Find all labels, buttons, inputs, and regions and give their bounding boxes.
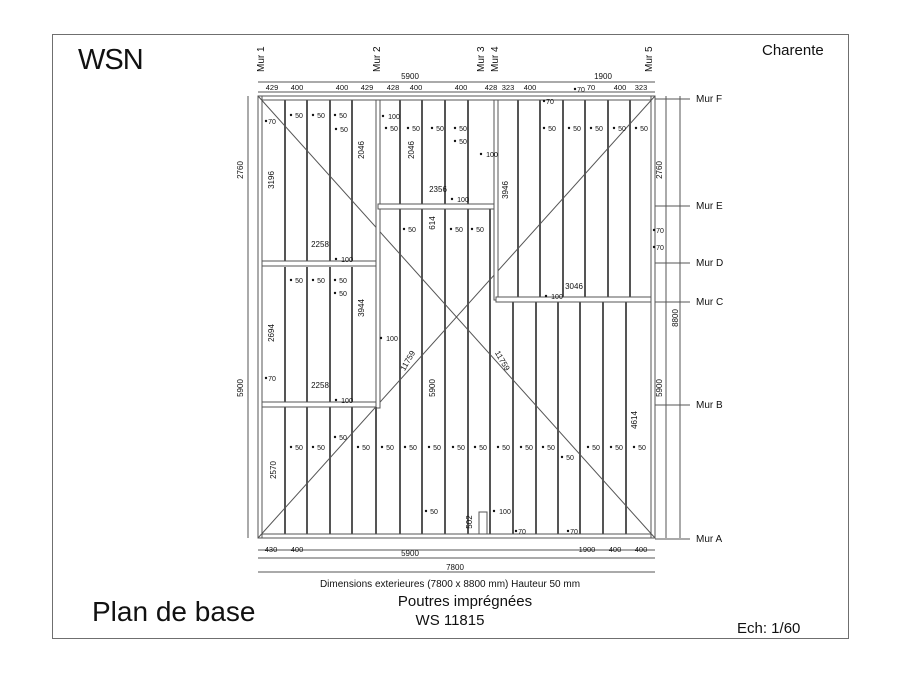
spacer-marker xyxy=(290,279,292,281)
spacer-label: 70 xyxy=(656,245,664,252)
region-label: Charente xyxy=(762,42,824,59)
spacer-label: 50 xyxy=(317,445,325,452)
dim-label-spacing: 429 xyxy=(265,83,279,92)
spacer-marker xyxy=(382,115,384,117)
wall-label-top: Mur 2 xyxy=(372,46,383,72)
spacer-marker xyxy=(574,88,576,90)
length-label: 2258 xyxy=(311,240,329,249)
spacer-marker xyxy=(452,446,454,448)
spacer-label: 50 xyxy=(386,445,394,452)
length-label: 2694 xyxy=(267,324,276,342)
dim-label-spacing: 428 xyxy=(484,83,498,92)
dim-label-spacing: 400 xyxy=(613,83,627,92)
cross-beam xyxy=(262,261,378,266)
spacer-marker xyxy=(334,114,336,116)
dim-label-top: 1900 xyxy=(594,72,612,81)
spacer-label: 50 xyxy=(295,278,303,285)
dim-label-spacing: 323 xyxy=(501,83,515,92)
spacer-label: 70 xyxy=(577,87,585,94)
spacer-marker xyxy=(590,127,592,129)
dim-label-spacing: 429 xyxy=(360,83,374,92)
spacer-marker xyxy=(357,446,359,448)
spacer-label: 50 xyxy=(339,113,347,120)
wall-label-top: Mur 5 xyxy=(644,46,655,72)
spacer-label: 50 xyxy=(548,126,556,133)
spacer-marker xyxy=(633,446,635,448)
spacer-marker xyxy=(568,127,570,129)
length-label: 11759 xyxy=(398,349,418,373)
dim-label-bottom: 7800 xyxy=(446,563,464,572)
dim-label-spacing: 400 xyxy=(454,83,468,92)
spacer-marker xyxy=(454,140,456,142)
wall-label-right: Mur F xyxy=(696,94,723,105)
spacer-marker xyxy=(567,530,569,532)
spacer-label: 70 xyxy=(546,99,554,106)
spacer-marker xyxy=(542,446,544,448)
spacer-marker xyxy=(653,229,655,231)
dimensions-note: Dimensions exterieures (7800 x 8800 mm) Hauteur 50 mm xyxy=(319,579,581,590)
spacer-label: 50 xyxy=(390,126,398,133)
spacer-marker xyxy=(334,436,336,438)
spacer-label: 50 xyxy=(433,445,441,452)
spacer-label: 100 xyxy=(499,509,511,516)
spacer-label: 50 xyxy=(595,126,603,133)
spacer-label: 100 xyxy=(386,336,398,343)
dim-label-bottom: 400 xyxy=(608,545,622,554)
spacer-marker xyxy=(404,446,406,448)
spacer-marker xyxy=(381,446,383,448)
wall-label-top: Mur 3 xyxy=(476,46,487,72)
rim-beam-left xyxy=(258,96,262,538)
spacer-label: 50 xyxy=(339,291,347,298)
cross-beam xyxy=(262,402,378,407)
dim-label-spacing: 70 xyxy=(586,83,596,92)
dim-label-spacing: 400 xyxy=(290,83,304,92)
trimmer xyxy=(479,512,487,534)
spacer-marker xyxy=(312,279,314,281)
spacer-label: 50 xyxy=(412,126,420,133)
spacer-marker xyxy=(335,128,337,130)
spacer-label: 50 xyxy=(317,113,325,120)
spacer-marker xyxy=(587,446,589,448)
wall-label-right: Mur B xyxy=(696,400,723,411)
spacer-marker xyxy=(335,258,337,260)
dim-label-bottom: 1900 xyxy=(578,545,596,554)
length-label: 2570 xyxy=(269,461,278,479)
dim-label-bottom: 430 xyxy=(264,545,278,554)
dim-label-spacing: 400 xyxy=(409,83,423,92)
spacer-marker xyxy=(480,153,482,155)
spacer-marker xyxy=(265,120,267,122)
dim-label-right: 2760 xyxy=(655,161,664,179)
brand-logo: WSN xyxy=(78,44,143,76)
reference-number: WS 11815 xyxy=(415,612,485,629)
length-label: 2046 xyxy=(407,141,416,159)
dim-label-bottom: 5900 xyxy=(401,549,419,558)
length-label: 2258 xyxy=(311,381,329,390)
spacer-label: 70 xyxy=(268,376,276,383)
spacer-label: 100 xyxy=(551,294,563,301)
spacer-label: 50 xyxy=(547,445,555,452)
dim-label-left: 2760 xyxy=(236,161,245,179)
spacer-marker xyxy=(653,246,655,248)
spacer-marker xyxy=(545,295,547,297)
length-label: 502 xyxy=(465,515,474,529)
spacer-label: 100 xyxy=(341,398,353,405)
wall-label-right: Mur A xyxy=(696,534,723,545)
spacer-marker xyxy=(312,446,314,448)
spacer-marker xyxy=(493,510,495,512)
scale-label: Ech: 1/60 xyxy=(737,620,801,637)
dim-label-spacing: 400 xyxy=(335,83,349,92)
spacer-marker xyxy=(290,446,292,448)
spacer-label: 50 xyxy=(317,278,325,285)
spacer-label: 100 xyxy=(388,114,400,121)
spacer-label: 50 xyxy=(615,445,623,452)
spacer-label: 50 xyxy=(640,126,648,133)
spacer-label: 50 xyxy=(502,445,510,452)
spacer-marker xyxy=(334,279,336,281)
spacer-marker xyxy=(403,228,405,230)
spacer-marker xyxy=(474,446,476,448)
spacer-label: 50 xyxy=(339,278,347,285)
dim-label-top: 5900 xyxy=(401,72,419,81)
spacer-label: 50 xyxy=(295,445,303,452)
spacer-marker xyxy=(425,510,427,512)
spacer-marker xyxy=(520,446,522,448)
frame-layer xyxy=(248,82,690,572)
spacer-label: 50 xyxy=(340,127,348,134)
dim-label-right: 8800 xyxy=(671,309,680,327)
wall-label-top: Mur 1 xyxy=(256,46,267,72)
length-label: 614 xyxy=(428,216,437,230)
plan-title: Plan de base xyxy=(92,596,256,627)
wall-label-right: Mur C xyxy=(696,297,724,308)
length-label: 2046 xyxy=(357,141,366,159)
spacer-marker xyxy=(380,337,382,339)
spacer-label: 70 xyxy=(656,228,664,235)
spacer-label: 50 xyxy=(566,455,574,462)
spacer-label: 50 xyxy=(409,445,417,452)
spacer-marker xyxy=(543,100,545,102)
spacer-marker xyxy=(335,399,337,401)
spacer-marker xyxy=(450,228,452,230)
spacer-label: 50 xyxy=(408,227,416,234)
spacer-label: 50 xyxy=(592,445,600,452)
spacer-label: 50 xyxy=(459,126,467,133)
dim-label-spacing: 428 xyxy=(386,83,400,92)
spacer-marker xyxy=(290,114,292,116)
spacer-label: 50 xyxy=(479,445,487,452)
length-label: 3944 xyxy=(357,299,366,317)
spacer-label: 50 xyxy=(430,509,438,516)
spacer-label: 70 xyxy=(518,529,526,536)
spacer-label: 50 xyxy=(638,445,646,452)
cross-beam xyxy=(496,297,651,302)
wall-label-top: Mur 4 xyxy=(490,46,501,72)
spacer-label: 50 xyxy=(457,445,465,452)
spacer-label: 100 xyxy=(486,152,498,159)
spacer-marker xyxy=(334,292,336,294)
dim-label-spacing: 323 xyxy=(634,83,648,92)
spacer-label: 50 xyxy=(436,126,444,133)
spacer-marker xyxy=(431,127,433,129)
length-label: 3946 xyxy=(501,181,510,199)
spacer-label: 50 xyxy=(295,113,303,120)
spacer-marker xyxy=(543,127,545,129)
spacer-label: 50 xyxy=(339,435,347,442)
rim-beam-top xyxy=(258,96,655,100)
wall-label-right: Mur E xyxy=(696,201,723,212)
cross-beam xyxy=(378,204,496,209)
length-label: 4614 xyxy=(630,411,639,429)
length-label: 3196 xyxy=(267,171,276,189)
material-label: Poutres imprégnées xyxy=(397,593,533,610)
dim-label-bottom: 400 xyxy=(634,545,648,554)
spacer-marker xyxy=(428,446,430,448)
spacer-marker xyxy=(385,127,387,129)
spacer-marker xyxy=(561,456,563,458)
dim-label-right: 5900 xyxy=(655,379,664,397)
rim-beam-bottom xyxy=(258,534,655,538)
spacer-label: 50 xyxy=(573,126,581,133)
spacer-label: 50 xyxy=(476,227,484,234)
dim-label-spacing: 400 xyxy=(523,83,537,92)
length-label: 5900 xyxy=(428,379,437,397)
wall-beam xyxy=(376,100,380,408)
length-label: 11759 xyxy=(492,349,512,373)
spacer-label: 50 xyxy=(362,445,370,452)
spacer-marker xyxy=(407,127,409,129)
spacer-label: 50 xyxy=(618,126,626,133)
spacer-label: 50 xyxy=(459,139,467,146)
spacer-marker xyxy=(312,114,314,116)
spacer-label: 50 xyxy=(525,445,533,452)
spacer-label: 70 xyxy=(268,119,276,126)
spacer-marker xyxy=(451,198,453,200)
spacer-label: 50 xyxy=(455,227,463,234)
spacer-label: 100 xyxy=(341,257,353,264)
wall-beam xyxy=(494,100,498,300)
spacer-marker xyxy=(454,127,456,129)
spacer-marker xyxy=(613,127,615,129)
spacer-label: 70 xyxy=(570,529,578,536)
length-label: 3046 xyxy=(565,282,583,291)
spacer-marker xyxy=(471,228,473,230)
length-label: 2356 xyxy=(429,185,447,194)
spacer-marker xyxy=(610,446,612,448)
spacer-marker xyxy=(515,530,517,532)
wall-label-right: Mur D xyxy=(696,258,724,269)
dim-label-left: 5900 xyxy=(236,379,245,397)
spacer-marker xyxy=(497,446,499,448)
spacer-marker xyxy=(635,127,637,129)
dim-label-bottom: 400 xyxy=(290,545,304,554)
spacer-marker xyxy=(265,377,267,379)
spacer-label: 100 xyxy=(457,197,469,204)
label-layer xyxy=(236,46,723,572)
